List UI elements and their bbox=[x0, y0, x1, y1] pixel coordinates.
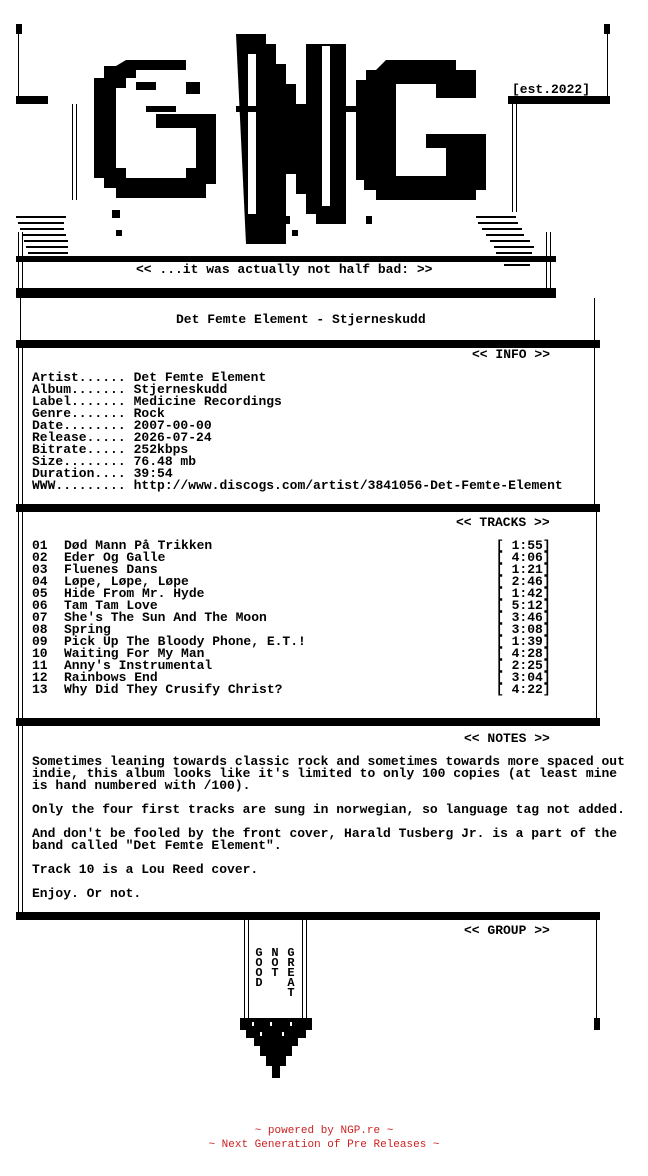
track-title: Løpe, Løpe, Løpe bbox=[64, 574, 189, 589]
track-duration: [ 5:12] bbox=[496, 598, 551, 613]
track-title: Pick Up The Bloody Phone, E.T.! bbox=[64, 634, 306, 649]
track-row bbox=[32, 684, 552, 696]
info-value: Medicine Recordings bbox=[133, 394, 282, 409]
release-title: Det Femte Element - Stjerneskudd bbox=[176, 312, 426, 327]
down-arrow-icon bbox=[240, 1018, 312, 1082]
track-number: 05 bbox=[32, 586, 48, 601]
track-number: 03 bbox=[32, 562, 48, 577]
track-duration: [ 3:08] bbox=[496, 622, 551, 637]
info-value: Stjerneskudd bbox=[133, 382, 228, 397]
group-word-good: G O O D bbox=[255, 946, 263, 990]
track-duration: [ 3:46] bbox=[496, 610, 551, 625]
track-duration: [ 4:22] bbox=[496, 682, 551, 697]
track-number: 09 bbox=[32, 634, 48, 649]
track-list bbox=[32, 540, 552, 696]
track-duration: [ 2:46] bbox=[496, 574, 551, 589]
info-key: Date........ bbox=[32, 418, 126, 433]
track-title: Anny's Instrumental bbox=[64, 658, 213, 673]
tagline: << ...it was actually not half bad: >> bbox=[136, 262, 433, 277]
info-value[interactable]: http://www.discogs.com/artist/3841056-Det-Femte-Element bbox=[133, 478, 563, 493]
track-number: 06 bbox=[32, 598, 48, 613]
est-label: [est.2022] bbox=[512, 82, 591, 97]
notes-paragraph: Track 10 is a Lou Reed cover. bbox=[32, 862, 259, 877]
track-number: 10 bbox=[32, 646, 48, 661]
notes-paragraph: Enjoy. Or not. bbox=[32, 886, 142, 901]
track-title: Why Did They Crusify Christ? bbox=[64, 682, 283, 697]
info-key: Duration.... bbox=[32, 466, 126, 481]
track-title: Tam Tam Love bbox=[64, 598, 158, 613]
notes-paragraph: And don't be fooled by the front cover, Harald Tusberg Jr. is a part of the band called "Det Femte Element". bbox=[32, 826, 625, 853]
info-table bbox=[32, 372, 563, 492]
track-number: 12 bbox=[32, 670, 48, 685]
footer-powered-by[interactable]: ~ powered by NGP.re ~ bbox=[254, 1125, 394, 1137]
info-heading: << INFO >> bbox=[472, 347, 551, 362]
group-word-great: G R E A T bbox=[287, 946, 295, 1000]
info-value: 252kbps bbox=[133, 442, 189, 457]
track-number: 02 bbox=[32, 550, 48, 565]
track-title: Spring bbox=[64, 622, 111, 637]
info-value: 39:54 bbox=[133, 466, 173, 481]
track-duration: [ 1:21] bbox=[496, 562, 551, 577]
track-duration: [ 1:42] bbox=[496, 586, 551, 601]
track-duration: [ 3:04] bbox=[496, 670, 551, 685]
track-duration: [ 4:28] bbox=[496, 646, 551, 661]
track-title: Død Mann På Trikken bbox=[64, 538, 213, 553]
notes-paragraph: Sometimes leaning towards classic rock and sometimes towards more spaced out indie, this album looks like it's limited to only 100 copies (at least mine is hand numbered with /100). bbox=[32, 754, 633, 793]
info-key: Release..... bbox=[32, 430, 126, 445]
info-value: 2007-00-00 bbox=[133, 418, 212, 433]
info-key: WWW......... bbox=[32, 478, 126, 493]
track-number: 04 bbox=[32, 574, 48, 589]
track-title: Hide From Mr. Hyde bbox=[64, 586, 205, 601]
info-key: Artist...... bbox=[32, 370, 126, 385]
track-duration: [ 1:55] bbox=[496, 538, 551, 553]
tracks-heading: << TRACKS >> bbox=[456, 515, 550, 530]
track-title: She's The Sun And The Moon bbox=[64, 610, 267, 625]
group-heading: << GROUP >> bbox=[464, 923, 550, 938]
notes-body bbox=[32, 756, 640, 912]
track-title: Eder Og Galle bbox=[64, 550, 166, 565]
info-value: 2026-07-24 bbox=[133, 430, 212, 445]
track-number: 11 bbox=[32, 658, 48, 673]
info-key: Genre....... bbox=[32, 406, 126, 421]
info-value: 76.48 mb bbox=[133, 454, 197, 469]
info-key: Size........ bbox=[32, 454, 126, 469]
track-number: 13 bbox=[32, 682, 48, 697]
group-word-not: N O T bbox=[271, 946, 279, 980]
info-key: Bitrate..... bbox=[32, 442, 126, 457]
notes-paragraph: Only the four first tracks are sung in norwegian, so language tag not added. bbox=[32, 802, 625, 817]
track-duration: [ 1:39] bbox=[496, 634, 551, 649]
info-value: Det Femte Element bbox=[133, 370, 267, 385]
track-title: Rainbows End bbox=[64, 670, 158, 685]
info-key: Album....... bbox=[32, 382, 126, 397]
track-number: 01 bbox=[32, 538, 48, 553]
track-title: Fluenes Dans bbox=[64, 562, 158, 577]
info-key: Label....... bbox=[32, 394, 126, 409]
track-duration: [ 4:06] bbox=[496, 550, 551, 565]
info-row bbox=[32, 480, 563, 492]
track-number: 07 bbox=[32, 610, 48, 625]
track-duration: [ 2:25] bbox=[496, 658, 551, 673]
footer-tagline: ~ Next Generation of Pre Releases ~ bbox=[208, 1139, 440, 1151]
track-title: Waiting For My Man bbox=[64, 646, 205, 661]
track-number: 08 bbox=[32, 622, 48, 637]
info-value: Rock bbox=[133, 406, 165, 421]
notes-heading: << NOTES >> bbox=[464, 731, 550, 746]
